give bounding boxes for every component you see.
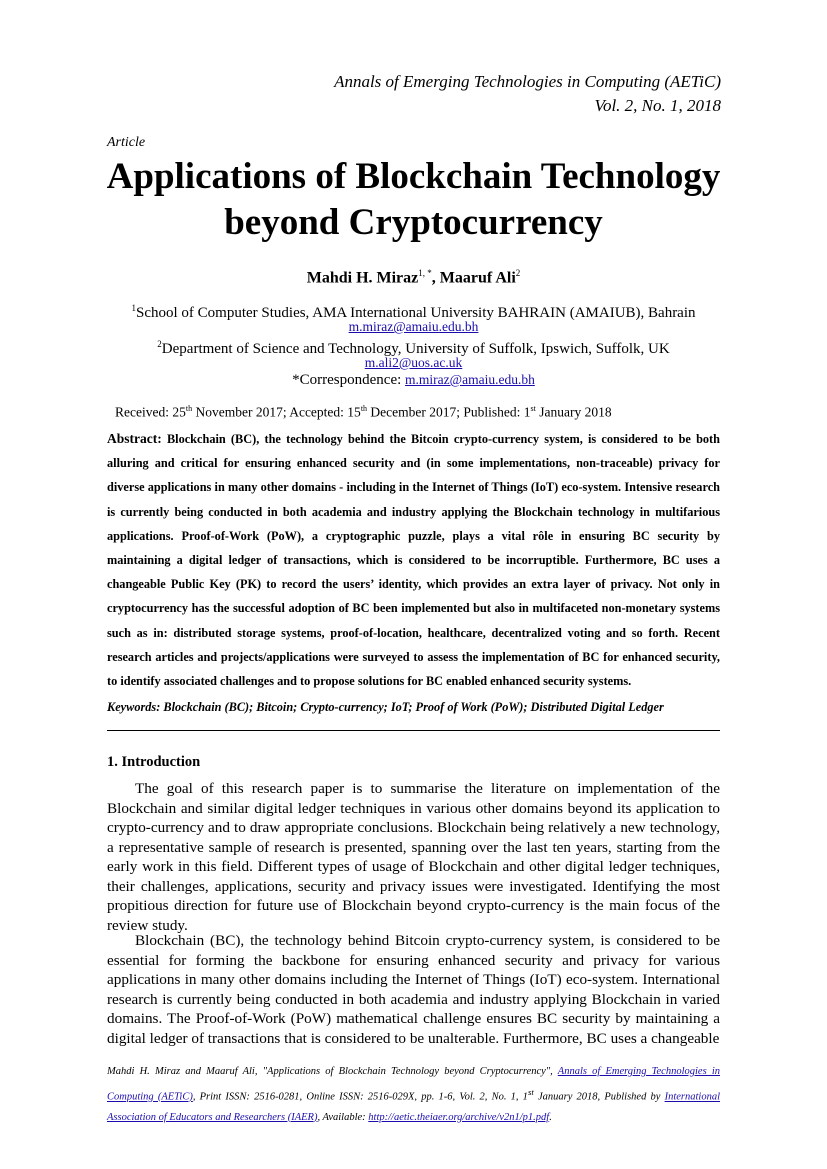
published-date: December 2017; Published: 1 [367, 404, 531, 420]
citation-footer [107, 1062, 720, 1128]
published-date-suffix: st [530, 404, 536, 413]
footer-citation: Mahdi H. Miraz and Maaruf Ali, "Applications of Blockchain Technology beyond Cryptocurrency", [107, 1066, 558, 1077]
keywords-text: Blockchain (BC); Bitcoin; Crypto-currency; IoT; Proof of Work (PoW); Distributed Digital Ledger [160, 700, 664, 714]
footer-end: . [549, 1111, 552, 1123]
journal-volume: Vol. 2, No. 1, 2018 [594, 96, 721, 115]
introduction-paragraph-1-text: The goal of this research paper is to summarise the literature on implementation of the Blockchain and similar digital ledger techniques in various other domains beyond its application to crypto-currency and to draw appropriate conclusions. Blockchain being relatively a new technology, a representative sample of research is presented, spanning over the last ten years, starting from the early work in this field. Different types of usage of Blockchain and other digital ledger techniques, their challenges, applications, security and privacy issues were investigated. Identifying the most propitious direction for future use of Blockchain beyond crypto-currency is the main focus of the review study. [107, 780, 720, 934]
published-date-rest: January 2018 [535, 404, 612, 420]
keywords-label: Keywords: [107, 700, 161, 714]
affiliation-1-text: School of Computer Studies, AMA International University BAHRAIN (AMAIUB), Bahrain [135, 305, 696, 321]
introduction-heading: 1. Introduction [107, 754, 201, 770]
affiliation-2-text: Department of Science and Technology, University of Suffolk, Ipswich, Suffolk, UK [161, 341, 670, 357]
footer-journal-link[interactable]: Annals of Emerging Technologies in Computing (AETiC) [107, 1066, 720, 1103]
received-date-suffix: th [185, 404, 193, 413]
affiliation-2-mark: 2 [157, 339, 162, 349]
footer-url-link[interactable]: http://aetic.theiaer.org/archive/v2n1/p1.pdf [368, 1111, 550, 1123]
accepted-date-suffix: th [360, 404, 368, 413]
journal-name: Annals of Emerging Technologies in Computing (AETiC) [334, 72, 721, 91]
introduction-paragraph-2-text: Blockchain (BC), the technology behind Bitcoin crypto-currency system, is considered to be essential for forming the backbone for ensuring enhanced security and privacy for various applications in many other domains including the Internet of Things (IoT) eco-system. International research is currently being conducted in both academia and industry applying Blockchain in varied domains. The Proof-of-Work (PoW) mathematical challenge ensures BC security by maintaining a digital ledger of transactions that is considered to be unalterable. Furthermore, BC uses a changeable [107, 932, 720, 1047]
author-separator: , [431, 269, 440, 287]
paper-title [60, 154, 767, 246]
footer-available-label: , Available: [317, 1111, 369, 1123]
section-divider [107, 730, 720, 731]
author-1-affiliation-mark: 1, * [418, 268, 432, 278]
author-2: Maaruf Ali [439, 269, 516, 287]
affiliation-1-email-row [0, 318, 827, 336]
introduction-paragraph-2 [107, 931, 720, 1048]
accepted-date: November 2017; Accepted: 15 [192, 404, 361, 420]
abstract-label: Abstract: [107, 431, 162, 446]
abstract [107, 427, 720, 693]
footer-publisher-link[interactable]: International Association of Educators and Researchers (IAER) [107, 1091, 720, 1123]
abstract-text: Blockchain (BC), the technology behind the Bitcoin crypto-currency system, is considered to be both alluring and critical for ensuring enhanced security and (in some implementations, non-traceable) privacy for diverse applications in many other domains - including in the Internet of Things (IoT) eco-system. Intensive research is currently being conducted in both academia and industry applying the Blockchain technology in multifarious applications. Proof-of-Work (PoW), a cryptographic puzzle, plays a vital rôle in ensuring BC security by maintaining a digital ledger of transactions, which is considered to be incorruptible. Furthermore, BC uses a changeable Public Key (PK) to record the users’ identity, which provides an extra layer of privacy. Not only in cryptocurrency has the successful adoption of BC been implemented but also in multifaceted non-monetary systems such as in: distributed storage systems, proof-of-location, healthcare, decentralized voting and so forth. Recent research articles and projects/applications were surveyed to assess the implementation of BC for enhanced security, to identify associated challenges and to propose solutions for BC enabled enhanced security systems. [107, 432, 720, 689]
footer-date-rest: January 2018, Published by [533, 1091, 665, 1103]
title-line-2: beyond Cryptocurrency [224, 202, 603, 243]
author-2-affiliation-mark: 2 [515, 268, 521, 278]
footer-date-suffix: st [527, 1087, 534, 1097]
keywords [107, 700, 664, 715]
introduction-paragraph-1 [107, 779, 720, 935]
article-type-label: Article [107, 135, 146, 150]
affiliation-1-email-link[interactable]: m.miraz@amaiu.edu.bh [348, 319, 479, 334]
correspondence-label: *Correspondence: [292, 372, 406, 388]
publication-dates [115, 404, 612, 421]
correspondence-email-link[interactable]: m.miraz@amaiu.edu.bh [405, 372, 535, 387]
received-date: Received: 25 [115, 404, 186, 420]
affiliation-1-mark: 1 [131, 303, 136, 313]
title-line-1: Applications of Blockchain Technology [106, 156, 721, 197]
correspondence [0, 371, 827, 389]
affiliation-2-email-link[interactable]: m.ali2@uos.ac.uk [364, 355, 463, 370]
author-list [0, 268, 827, 287]
author-1: Mahdi H. Miraz [306, 269, 419, 287]
affiliation-2-email-row [0, 354, 827, 372]
footer-issn: , Print ISSN: 2516-0281, Online ISSN: 2516-029X, pp. 1-6, Vol. 2, No. 1, 1 [192, 1091, 528, 1103]
